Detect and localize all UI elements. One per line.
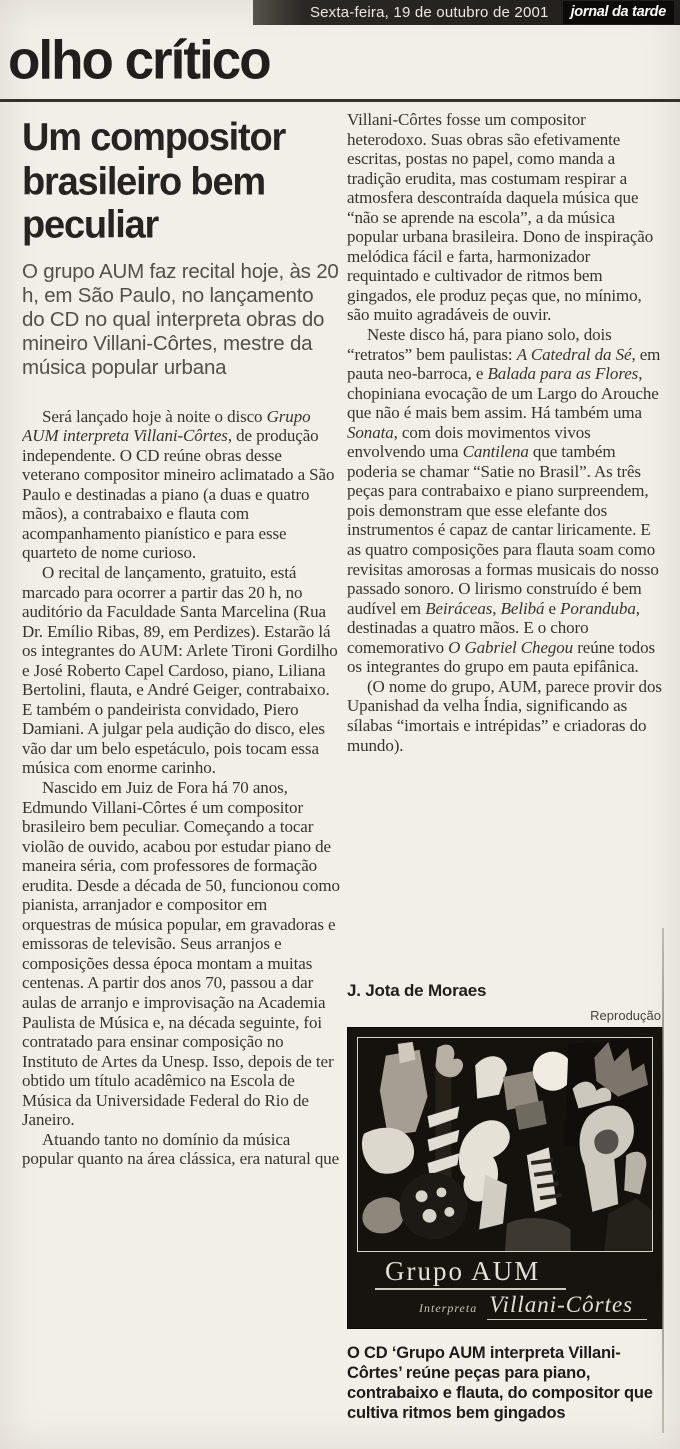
article-headline: Um compositor brasileiro bem peculiar [22,116,286,247]
article-paragraph: O recital de lançamento, gratuito, está marcado para ocorrer a partir das 20 h, no auditório da Faculdade Santa Marcelina (Rua Dr. Emílio Ribas, 89, em Perdizes). Estarão lá os integrantes do AUM: Arlete Tironi Gordilho e José Roberto Capel Cardoso, piano, Liliana Bertolini, flauta, e André Geiger, contrabaixo. E também o pandeirista convidado, Piero Damiani. A julgar pela audição do disco, eles vão dar um belo espetáculo, pois tocam essa música com enorme carinho. [22,562,338,778]
article-deck: O grupo AUM faz recital hoje, às 20 h, em São Paulo, no lançamento do CD no qual interpreta obras do mineiro Villani-Côrtes, mestre da música popular urbana [22,259,339,380]
photo-credit: Reprodução [590,1008,661,1023]
article-byline: J. Jota de Moraes [347,981,487,1000]
figure-caption: O CD ‘Grupo AUM interpreta Villani-Côrtes’ reúne peças para piano, contrabaixo e flauta, do compositor que cultiva ritmos bem gingados [347,1344,653,1423]
masthead-date: Sexta-feira, 19 de outubro de 2001 [309,4,549,21]
masthead-bar [253,0,680,25]
article-paragraph: Será lançado hoje à noite o disco Grupo AUM interpreta Villani-Côrtes, de produção independente. O CD reúne obras desse veterano compositor mineiro aclimatado a São Paulo e destinadas a piano (a duas e quatro mãos), a contrabaixo e flauta com acompanhamento pianístico e para esse quarteto de nome curioso. [22,406,335,563]
article-body-right [347,110,663,755]
scan-column-rule [662,928,664,1433]
cd-title-composer: Villani-Côrtes [487,1292,647,1320]
article-column-left [22,116,340,1169]
article-paragraph: Neste disco há, para piano solo, dois “retratos” bem paulistas: A Catedral da Sé, em pauta neo-barroca, e Balada para as Flores, chopiniana evocação de um Largo do Arouche que não é mais bem assim. Há também uma Sonata, com dois movimentos vivos envolvendo uma Cantilena que também poderia se chamar “Satie no Brasil”. As três peças para contrabaixo e piano surpreendem, pois demonstram que esse elefante dos instrumentos é capaz de cantar liricamente. E as quatro composições para flauta soam como revisitas amorosas a formas musicais do nosso passado sonoro. O lirismo construído é bem audível em Beiráceas, Belibá e Poranduba, destinadas a quatro mãos. E o choro comemorativo O Gabriel Chegou reúne todos os integrantes do grupo em pauta epifânica. [347,325,661,677]
article-figure [347,1008,663,1424]
article-column-right [347,110,663,755]
article-paragraph: Villani-Côrtes fosse um compositor heterodoxo. Suas obras são efetivamente escritas, postas no papel, como manda a tradição erudita, mas costumam respirar a atmosfera descontraída daquela música que “não se aprende na escola”, a da música popular urbana brasileira. Dono de inspiração melódica fácil e farta, harmonizador requintado e cultivador de ritmos bem gingados, ele produz peças que, no mínimo, são muito agradáveis de ouvir. [347,110,654,325]
cd-title-group: Grupo AUM [375,1256,566,1290]
section-rule-divider [0,99,680,102]
article-paragraph: Nascido em Juiz de Fora há 70 anos, Edmundo Villani-Côrtes é um compositor brasileiro bem peculiar. Começando a tocar violão de ouvido, acabou por estudar piano de maneira séria, com professores de formação erudita. Desde a década de 50, funcionou como pianista, arranjador e compositor em orquestras de música popular, em gravadoras e emissoras de televisão. Seus arranjos e composições dessa época montam a muitas centenas. A partir dos anos 70, passou a dar aulas de arranjo e improvisação na Academia Paulista de Música e, na década seguinte, foi contratado para ensinar composição no Instituto de Artes da Unesp. Isso, depois de ter obtido um título acadêmico na Escola de Música da Universidade Federal do Rio de Janeiro. [22,777,340,1130]
article-body-left [22,407,340,1169]
article-paragraph: (O nome do grupo, AUM, parece provir dos Upanishad da velha Índia, significando as sílabas “imortais e intrépidas” e criadoras do mundo). [347,676,662,755]
cd-cover-titles [357,1252,653,1322]
article-paragraph: Atuando tanto no domínio da música popular quanto na área clássica, era natural que [22,1129,340,1169]
cd-cover-art [358,1038,652,1251]
cd-title-interpreta: Interpreta [419,1301,478,1315]
cd-cover-art-frame [357,1037,653,1252]
section-title: olho crítico [8,29,270,92]
cd-cover [347,1027,663,1329]
newspaper-logo: jornal da tarde [563,1,674,24]
